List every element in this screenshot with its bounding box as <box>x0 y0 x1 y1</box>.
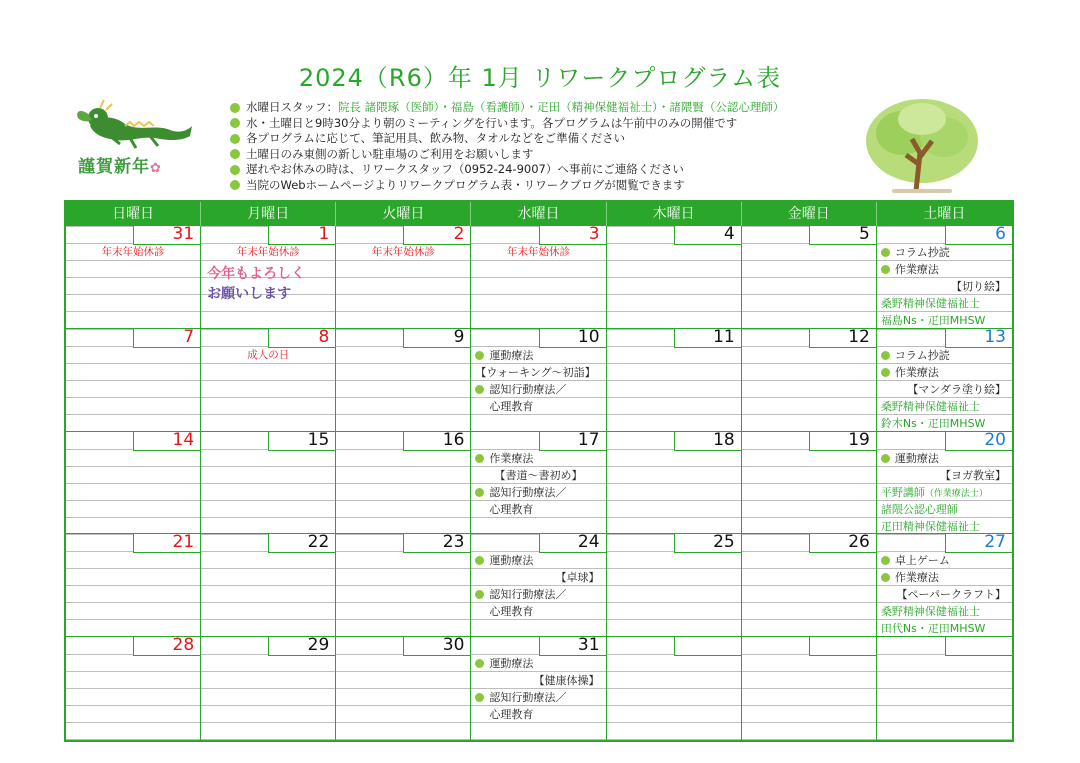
schedule-text: 作業療法 <box>894 365 939 379</box>
bullet-icon <box>230 103 240 113</box>
day-cell <box>877 534 1012 637</box>
schedule-text: 作業療法 <box>894 263 939 276</box>
day-number-box <box>403 534 470 553</box>
schedule-text: 年末年始休診 <box>371 246 435 258</box>
note-text: 各プログラムに応じて、筆記用具、飲み物、タオルなどをご準備ください <box>246 131 626 145</box>
day-cell <box>201 226 336 329</box>
bullet-icon <box>881 248 890 257</box>
bullet-icon <box>475 659 484 668</box>
day-cell <box>607 226 742 329</box>
day-number: 23 <box>442 534 465 553</box>
bullet-icon <box>475 590 484 599</box>
day-number: 20 <box>984 431 1006 450</box>
day-cell <box>471 329 606 432</box>
day-number: 28 <box>172 637 195 656</box>
day-number-box <box>403 226 470 245</box>
schedule-text: 【書道～書初め】 <box>494 468 583 482</box>
schedule-text: 成人の日 <box>247 348 290 361</box>
day-number-box <box>133 329 200 348</box>
day-number: 29 <box>307 637 330 656</box>
day-cell <box>877 226 1012 329</box>
new-year-line2: お願いします <box>207 286 292 302</box>
day-number-box <box>403 329 470 348</box>
day-number-box <box>539 534 606 553</box>
day-cell <box>201 329 336 432</box>
calendar <box>64 200 1014 742</box>
weekday-header <box>66 202 1012 226</box>
calendar-grid <box>66 226 1012 740</box>
day-cell <box>336 432 471 535</box>
schedule-text: 作業療法 <box>894 571 939 585</box>
weekday-thu: 木曜日 <box>607 202 742 226</box>
schedule-line <box>877 261 1012 278</box>
day-number-box <box>945 432 1012 451</box>
tree-illustration-icon <box>862 93 982 197</box>
note-text: 土曜日のみ東側の新しい駐車場のご利用をお願いします <box>246 146 534 161</box>
day-cell <box>877 637 1012 740</box>
schedule-text: 心理教育 <box>489 399 534 413</box>
day-number: 9 <box>453 328 465 347</box>
day-number-box <box>268 637 335 656</box>
schedule-subtext: （作業療法士） <box>924 488 988 499</box>
day-number-box <box>674 432 741 451</box>
schedule-line <box>201 244 335 261</box>
bullet-icon <box>230 134 240 144</box>
dragon-illustration-icon <box>70 96 195 156</box>
schedule-text: 鈴木Ns・疋田MHSW <box>880 416 986 430</box>
schedule-line <box>877 552 1012 569</box>
schedule-line <box>877 484 1012 501</box>
note-text: 水曜日スタッフ： <box>246 100 338 114</box>
day-number-box <box>403 432 470 451</box>
day-cell <box>66 534 201 637</box>
schedule-text: 疋田精神保健福祉士 <box>880 519 980 533</box>
day-cell <box>471 226 606 329</box>
day-number: 17 <box>577 431 600 450</box>
day-number-box <box>809 329 876 348</box>
schedule-line <box>471 381 605 398</box>
day-number: 18 <box>713 431 735 450</box>
day-number-box <box>809 226 876 245</box>
day-number: 24 <box>577 534 600 553</box>
weekday-tue: 火曜日 <box>336 202 471 226</box>
day-number: 26 <box>848 534 870 553</box>
note-item <box>230 100 880 116</box>
day-cell <box>336 534 471 637</box>
schedule-line <box>877 603 1012 620</box>
note-item <box>230 131 880 147</box>
schedule-line <box>471 672 605 689</box>
weekday-sat: 土曜日 <box>923 206 966 222</box>
schedule-line <box>877 364 1012 381</box>
day-number-box <box>674 534 741 553</box>
day-cell <box>607 534 742 637</box>
day-cell <box>742 226 877 329</box>
schedule-text: 作業療法 <box>489 451 534 465</box>
note-text: 当院のWebホームページよりリワークプログラム表・リワークブログが閲覧できます <box>246 177 685 192</box>
schedule-text: 心理教育 <box>489 708 534 722</box>
day-number: 8 <box>318 328 330 347</box>
day-cell <box>336 329 471 432</box>
day-cell <box>471 432 606 535</box>
day-number: 2 <box>453 226 465 244</box>
day-number-box <box>539 637 606 656</box>
day-cell <box>607 637 742 740</box>
schedule-text: 心理教育 <box>489 502 534 516</box>
schedule-line <box>877 467 1012 484</box>
schedule-text: 【切り絵】 <box>950 280 1006 293</box>
day-cell <box>66 329 201 432</box>
day-number-box <box>133 637 200 656</box>
day-number: 27 <box>984 534 1006 553</box>
schedule-line <box>471 398 605 415</box>
day-cell <box>471 637 606 740</box>
day-number-box <box>539 432 606 451</box>
bullet-icon <box>881 351 890 360</box>
bullet-icon <box>230 180 240 190</box>
greeting-text: 謹賀新年✿ <box>78 157 162 177</box>
day-number: 3 <box>588 226 600 244</box>
schedule-text: 【卓球】 <box>555 571 600 585</box>
day-number: 14 <box>172 431 195 450</box>
day-cell <box>336 637 471 740</box>
day-number-box <box>809 432 876 451</box>
bullet-icon <box>881 573 890 582</box>
day-number: 25 <box>713 534 735 553</box>
schedule-line <box>877 347 1012 364</box>
notes-list <box>230 100 880 193</box>
day-number: 10 <box>577 328 600 347</box>
day-cell <box>66 432 201 535</box>
day-number: 21 <box>172 534 195 553</box>
day-number-box <box>539 329 606 348</box>
day-number-box <box>945 534 1012 553</box>
bullet-icon <box>475 693 484 702</box>
day-number-box <box>268 534 335 553</box>
bullet-icon <box>881 368 890 377</box>
bullet-icon <box>230 118 240 128</box>
schedule-line <box>336 244 470 261</box>
schedule-text: 年末年始休診 <box>236 246 300 258</box>
schedule-text: 認知行動療法／ <box>489 485 567 499</box>
schedule-line <box>877 620 1012 637</box>
schedule-text: 運動療法 <box>894 451 939 465</box>
day-cell <box>66 637 201 740</box>
schedule-text: 諸隈公認心理師 <box>880 502 958 516</box>
schedule-line <box>471 364 605 381</box>
schedule-text: 心理教育 <box>489 605 534 619</box>
bullet-icon <box>475 351 484 360</box>
schedule-line <box>877 450 1012 467</box>
day-cell <box>742 534 877 637</box>
day-number: 22 <box>307 534 330 553</box>
schedule-text: 田代Ns・疋田MHSW <box>880 622 986 636</box>
note-text: 遅れやお休みの時は、リワークスタッフ（0952-24-9007）へ事前にご連絡ください <box>246 162 684 176</box>
schedule-line <box>471 603 605 620</box>
schedule-text: 認知行動療法／ <box>489 691 567 705</box>
schedule-text: 年末年始休診 <box>101 246 165 258</box>
day-cell <box>607 432 742 535</box>
day-number: 30 <box>442 637 465 656</box>
schedule-line <box>471 484 605 501</box>
schedule-line <box>877 312 1012 329</box>
schedule-text: 【ヨガ教室】 <box>939 468 1006 482</box>
weekday-fri: 金曜日 <box>742 202 877 226</box>
bullet-icon <box>881 454 890 463</box>
schedule-text: 認知行動療法／ <box>489 382 567 396</box>
day-number: 12 <box>848 328 870 347</box>
schedule-text: 運動療法 <box>489 657 534 671</box>
day-number-box <box>674 637 741 656</box>
bullet-icon <box>475 454 484 463</box>
bullet-icon <box>475 385 484 394</box>
day-number: 4 <box>723 226 735 244</box>
day-number: 13 <box>984 328 1006 347</box>
schedule-line <box>877 569 1012 586</box>
day-cell <box>877 432 1012 535</box>
schedule-text: 運動療法 <box>489 348 534 362</box>
schedule-line <box>877 398 1012 415</box>
schedule-text: コラム抄読 <box>894 348 950 362</box>
schedule-line <box>471 706 605 723</box>
schedule-line <box>877 415 1012 432</box>
schedule-text: 【マンダラ塗り絵】 <box>907 382 1006 396</box>
schedule-text: 卓上ゲーム <box>894 554 950 568</box>
schedule-line <box>877 501 1012 518</box>
schedule-text: 【ウォーキング～初詣】 <box>475 365 596 379</box>
day-cell <box>742 432 877 535</box>
weekday-mon: 月曜日 <box>201 202 336 226</box>
schedule-text: 認知行動療法／ <box>489 588 567 602</box>
schedule-line <box>877 244 1012 261</box>
schedule-line <box>471 501 605 518</box>
day-number: 6 <box>995 226 1006 244</box>
schedule-text: 桑野精神保健福祉士 <box>880 297 980 310</box>
schedule-line <box>471 655 605 672</box>
schedule-line <box>471 467 605 484</box>
note-item <box>230 116 880 132</box>
schedule-text: 【健康体操】 <box>533 674 600 688</box>
day-number: 1 <box>318 226 330 244</box>
schedule-line <box>877 518 1012 535</box>
day-number: 15 <box>307 431 330 450</box>
weekday-sun: 日曜日 <box>66 202 201 226</box>
bullet-icon <box>881 265 890 274</box>
day-number-box <box>403 637 470 656</box>
schedule-line <box>471 244 605 261</box>
day-cell <box>66 226 201 329</box>
note-item <box>230 178 880 194</box>
day-cell <box>877 329 1012 432</box>
schedule-line <box>877 586 1012 603</box>
day-cell <box>607 329 742 432</box>
day-number-box <box>268 329 335 348</box>
day-number: 7 <box>183 328 195 347</box>
schedule-text: 年末年始休診 <box>506 246 570 258</box>
note-item <box>230 162 880 178</box>
day-number: 5 <box>859 226 870 244</box>
day-number: 19 <box>848 431 870 450</box>
day-cell <box>201 637 336 740</box>
day-cell <box>201 534 336 637</box>
schedule-line <box>471 689 605 706</box>
schedule-text: 福島Ns・疋田MHSW <box>880 314 986 327</box>
note-text: 水・土曜日と9時30分より朝のミーティングを行います。各プログラムは午前中のみの開催です <box>246 115 738 130</box>
day-number-box <box>674 226 741 245</box>
bullet-icon <box>475 488 484 497</box>
day-number-box <box>809 534 876 553</box>
schedule-line <box>471 450 605 467</box>
flower-icon: ✿ <box>150 161 162 176</box>
day-cell <box>201 432 336 535</box>
day-number-box <box>268 226 335 245</box>
day-number-box <box>945 226 1012 245</box>
day-number-box <box>945 637 1012 656</box>
schedule-line <box>877 295 1012 312</box>
day-number-box <box>945 329 1012 348</box>
day-number-box <box>539 226 606 245</box>
schedule-line <box>471 586 605 603</box>
schedule-text: 運動療法 <box>489 554 534 568</box>
day-number: 31 <box>577 637 600 656</box>
day-number-box <box>133 534 200 553</box>
day-cell <box>742 329 877 432</box>
schedule-line <box>877 381 1012 398</box>
day-number-box <box>809 637 876 656</box>
day-number-box <box>268 432 335 451</box>
bullet-icon <box>475 556 484 565</box>
schedule-line <box>471 347 605 364</box>
day-number: 31 <box>172 226 195 244</box>
bullet-icon <box>230 165 240 175</box>
weekday-wed: 水曜日 <box>471 202 606 226</box>
schedule-line <box>877 278 1012 295</box>
new-year-line1: 今年もよろしく <box>207 266 306 282</box>
new-year-message <box>207 264 305 304</box>
day-number-box <box>133 432 200 451</box>
schedule-text: 桑野精神保健福祉士 <box>880 605 980 619</box>
note-highlight: 院長 諸隈琢（医師）・福島（看護師）・疋田（精神保健福祉士）・諸隈賢（公認心理師） <box>338 100 785 114</box>
day-cell <box>336 226 471 329</box>
schedule-text: 平野講師 <box>880 485 925 499</box>
schedule-text: 桑野精神保健福祉士 <box>880 399 980 413</box>
day-number: 11 <box>713 328 735 347</box>
bullet-icon <box>881 556 890 565</box>
day-cell <box>471 534 606 637</box>
day-number-box <box>133 226 200 245</box>
schedule-line <box>471 552 605 569</box>
schedule-line <box>471 569 605 586</box>
day-number: 16 <box>442 431 465 450</box>
bullet-icon <box>230 149 240 159</box>
schedule-text: コラム抄読 <box>894 246 950 259</box>
note-item <box>230 147 880 163</box>
schedule-text: 【ペーパークラフト】 <box>896 588 1006 602</box>
schedule-line <box>201 347 335 364</box>
day-cell <box>742 637 877 740</box>
page-title: 2024（R6）年 1月 リワークプログラム表 <box>298 64 782 92</box>
day-number-box <box>674 329 741 348</box>
schedule-line <box>66 244 200 261</box>
